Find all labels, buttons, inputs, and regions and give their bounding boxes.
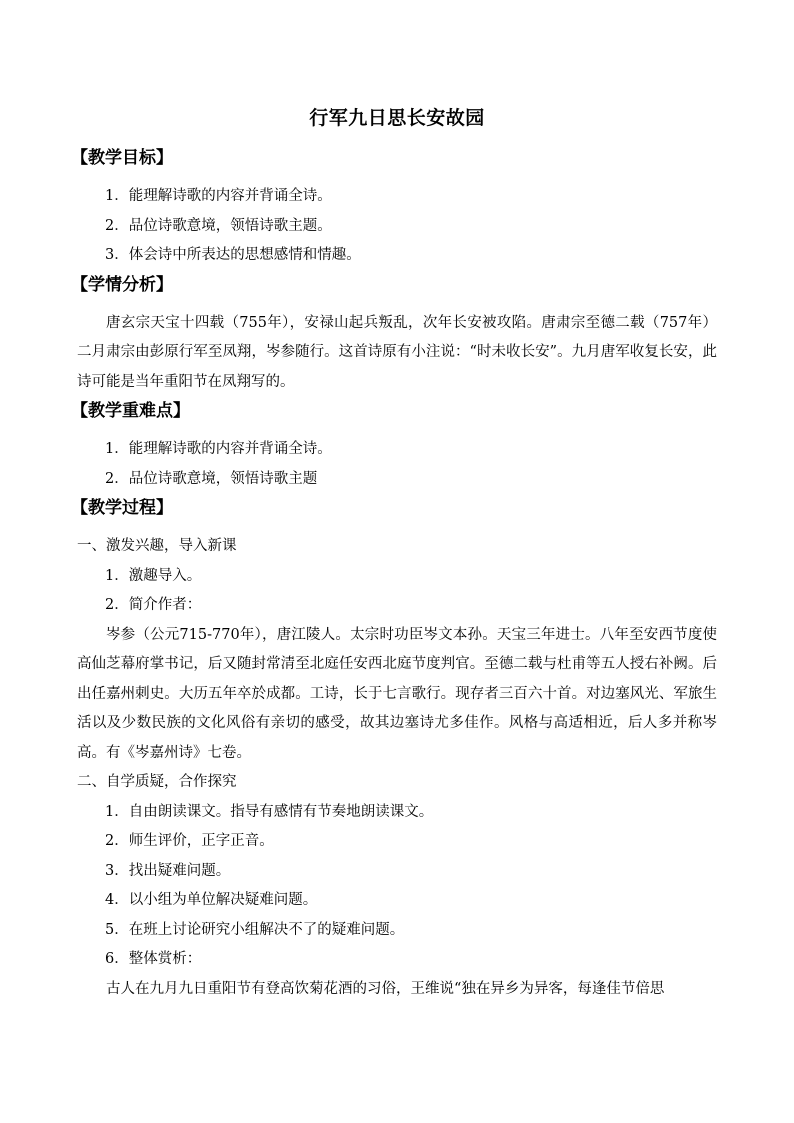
goals-heading: 【教学目标】 <box>71 148 173 168</box>
process-heading: 【教学过程】 <box>71 498 173 518</box>
process-part2-title: 二、自学质疑，合作探究 <box>77 774 237 790</box>
process-part2-item: 4．以小组为单位解决疑难问题。 <box>105 892 318 908</box>
goal-item: 2．品位诗歌意境，领悟诗歌主题。 <box>105 217 332 234</box>
goal-item: 3．体会诗中所表达的思想感情和情趣。 <box>105 247 361 263</box>
final-paragraph: 古人在九月九日重阳节有登高饮菊花酒的习俗，王维说“独在异乡为异客，每逢佳节倍思 <box>106 980 665 997</box>
process-part1-title: 一、激发兴趣，导入新课 <box>77 538 237 554</box>
analysis-heading: 【学情分析】 <box>71 274 173 295</box>
goal-item: 1．能理解诗歌的内容并背诵全诗。 <box>105 188 332 204</box>
process-part2-item: 2．师生评价，正字正音。 <box>105 833 274 849</box>
keypoint-item: 1．能理解诗歌的内容并背诵全诗。 <box>105 441 332 457</box>
keypoints-heading: 【教学重难点】 <box>71 401 190 421</box>
process-part2-item: 6．整体赏析： <box>105 951 202 967</box>
process-part1-item: 2．简介作者： <box>105 597 202 613</box>
document-title: 行军九日思长安故园 <box>309 107 485 129</box>
document-body <box>71 144 717 1004</box>
analysis-paragraph: 唐玄宗天宝十四载（755年），安禄山起兵叛乱，次年长安被攻陷。唐肃宗至德二载（757年）二月肃宗由彭原行军至凤翔，岑参随行。这首诗原有小注说：“时未收长安”。九月唐军收复长安，此诗可能是当年重阳节在凤翔写的。 <box>77 314 717 390</box>
author-paragraph: 岑参（公元715-770年），唐江陵人。太宗时功臣岑文本孙。天宝三年进士。八年至安西节度使高仙芝幕府掌书记，后又随封常清至北庭任安西北庭节度判官。至德二载与杜甫等五人授右补阙。后出任嘉州刺史。大历五年卒於成都。工诗，长于七言歌行。现存者三百六十首。对边塞风光、军旅生活以及少数民族的文化风俗有亲切的感受，故其边塞诗尤多佳作。风格与高适相近，后人多并称岑高。有《岑嘉州诗》七卷。 <box>77 626 717 761</box>
process-part2-item: 1．自由朗读课文。指导有感情有节奏地朗读课文。 <box>105 803 434 820</box>
process-part2-item: 3．找出疑难问题。 <box>105 862 231 879</box>
process-part2-item: 5．在班上讨论研究小组解决不了的疑难问题。 <box>105 921 405 938</box>
keypoint-item: 2．品位诗歌意境，领悟诗歌主题 <box>105 470 318 487</box>
process-part1-item: 1．激趣导入。 <box>105 567 202 584</box>
